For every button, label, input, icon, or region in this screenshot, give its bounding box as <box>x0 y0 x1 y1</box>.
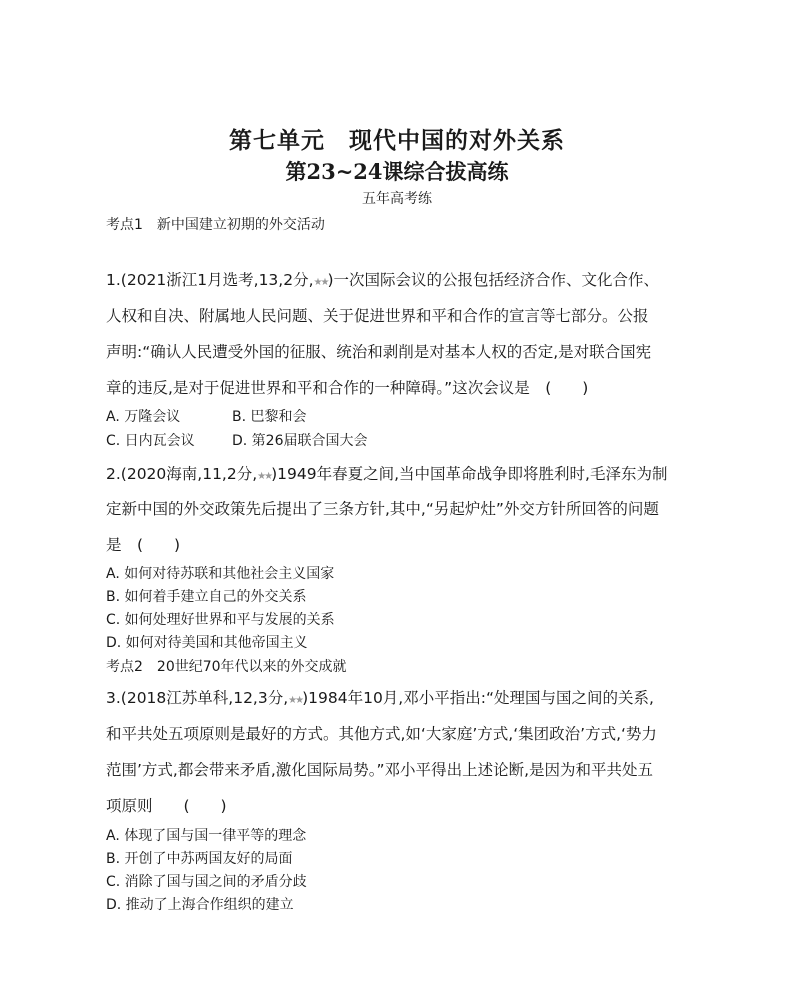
question-meta: 2.(2020海南,11,2分, <box>106 465 258 483</box>
section-label: 考点1 新中国建立初期的外交活动 <box>106 217 325 233</box>
question-2-line-1 <box>106 462 667 484</box>
question-2-line-3: 是 ( ) <box>106 536 181 554</box>
question-3-line-1 <box>106 686 654 708</box>
section-label: 考点2 20世纪70年代以来的外交成就 <box>106 659 347 675</box>
lesson-title: 第23~24课综合拔高练 <box>285 159 509 184</box>
option-a[interactable]: A. 如何对待苏联和其他社会主义国家 <box>106 566 335 582</box>
question-1-line-1 <box>106 268 659 290</box>
question-1-line-3: 声明:“确认人民遭受外国的征服、统治和剥削是对基本人权的否定,是对联合国宪 <box>106 343 652 361</box>
option-d[interactable]: D. 推动了上海合作组织的建立 <box>106 897 294 913</box>
question-3-line-2: 和平共处五项原则是最好的方式。其他方式,如‘大家庭’方式,‘集团政治’方式,‘势力 <box>106 725 657 743</box>
option-c[interactable]: C. 消除了国与国之间的矛盾分歧 <box>106 874 307 890</box>
subtitle: 五年高考练 <box>362 191 432 207</box>
question-meta: 1.(2021浙江1月选考,13,2分, <box>106 271 314 289</box>
question-1-line-2: 人权和自决、附属地人民问题、关于促进世界和平和合作的宣言等七部分。公报 <box>106 307 649 325</box>
unit-title: 第七单元 现代中国的对外关系 <box>229 127 565 154</box>
option-d[interactable]: D. 第26届联合国大会 <box>232 433 368 449</box>
question-3-line-3: 范围’方式,都会带来矛盾,激化国际局势。”邓小平得出上述论断,是因为和平共处五 <box>106 761 653 779</box>
option-a[interactable]: A. 体现了国与国一律平等的理念 <box>106 828 307 844</box>
question-2-line-2: 定新中国的外交政策先后提出了三条方针,其中,“另起炉灶”外交方针所回答的问题 <box>106 500 659 518</box>
option-b[interactable]: B. 如何着手建立自己的外交关系 <box>106 589 307 605</box>
question-meta: 3.(2018江苏单科,12,3分, <box>106 689 289 707</box>
question-3-line-4: 项原则 ( ) <box>106 797 227 815</box>
option-b[interactable]: B. 巴黎和会 <box>232 409 307 425</box>
question-text: )1949年春夏之间,当中国革命战争即将胜利时,毛泽东为制 <box>271 465 668 483</box>
star-icon: ★★ <box>313 277 328 288</box>
question-text: )1984年10月,邓小平指出:“处理国与国之间的关系, <box>302 689 654 707</box>
star-icon: ★★ <box>288 695 303 706</box>
option-c[interactable]: C. 日内瓦会议 <box>106 433 195 449</box>
star-icon: ★★ <box>257 471 272 482</box>
option-d[interactable]: D. 如何对待美国和其他帝国主义 <box>106 635 308 651</box>
question-1-line-4: 章的违反,是对于促进世界和平和合作的一种障碍。”这次会议是 ( ) <box>106 379 589 397</box>
question-text: )一次国际会议的公报包括经济合作、文化合作、 <box>327 271 660 289</box>
option-a[interactable]: A. 万隆会议 <box>106 409 181 425</box>
option-c[interactable]: C. 如何处理好世界和平与发展的关系 <box>106 612 335 628</box>
option-b[interactable]: B. 开创了中苏两国友好的局面 <box>106 851 293 867</box>
